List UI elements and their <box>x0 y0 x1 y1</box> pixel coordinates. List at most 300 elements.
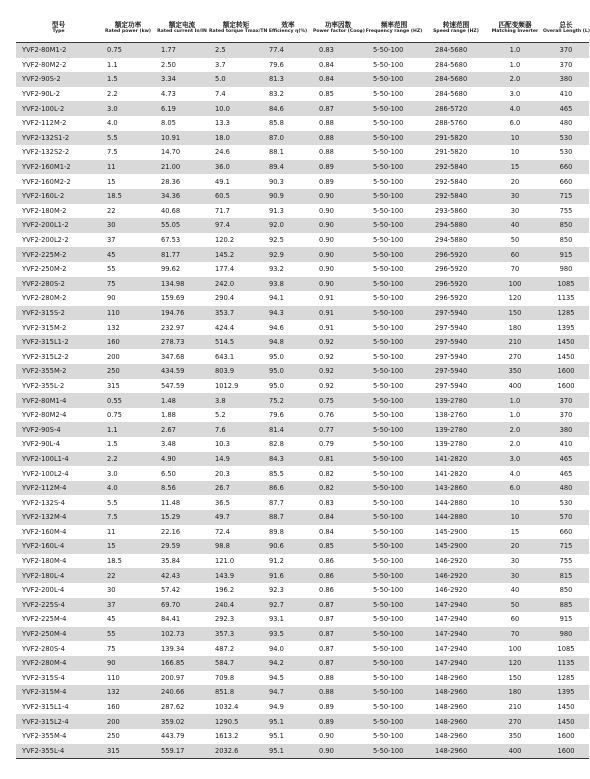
speed-range-cell: 144-2880 <box>425 495 487 510</box>
rated-current-cell: 2.67 <box>155 422 209 437</box>
matching-inverter-cell: 15 <box>487 525 543 540</box>
type-cell: YVF2-180L-4 <box>16 568 101 583</box>
power-factor-cell: 0.90 <box>313 247 363 262</box>
table-row <box>16 87 589 102</box>
overall-length-cell: 1600 <box>543 744 589 759</box>
type-cell: YVF2-280M-2 <box>16 291 101 306</box>
rated-power-cell: 18.5 <box>101 554 155 569</box>
rated-power-cell: 4.0 <box>101 116 155 131</box>
table-row <box>16 174 589 189</box>
type-cell: YVF2-90L-2 <box>16 87 101 102</box>
type-cell: YVF2-80M2-2 <box>16 58 101 73</box>
rated-power-cell: 3.0 <box>101 101 155 116</box>
power-factor-cell: 0.92 <box>313 335 363 350</box>
efficiency-cell: 94.0 <box>263 641 313 656</box>
rated-current-cell: 347.68 <box>155 349 209 364</box>
rated-current-cell: 8.05 <box>155 116 209 131</box>
rated-current-cell: 8.56 <box>155 481 209 496</box>
matching-inverter-cell: 20 <box>487 174 543 189</box>
efficiency-cell: 94.2 <box>263 656 313 671</box>
rated-torque-cell: 353.7 <box>209 306 263 321</box>
overall-length-cell: 480 <box>543 116 589 131</box>
table-row <box>16 598 589 613</box>
efficiency-cell: 92.3 <box>263 583 313 598</box>
rated-current-cell: 3.48 <box>155 437 209 452</box>
overall-length-cell: 370 <box>543 393 589 408</box>
type-cell: YVF2-225S-4 <box>16 598 101 613</box>
speed-range-cell: 296-5920 <box>425 291 487 306</box>
overall-length-cell: 370 <box>543 408 589 423</box>
speed-range-cell: 147-2940 <box>425 612 487 627</box>
type-cell: YVF2-112M-2 <box>16 116 101 131</box>
header-rated-torque-en: Rated torque Tmax/TN <box>209 29 268 34</box>
matching-inverter-cell: 15 <box>487 160 543 175</box>
header-efficiency <box>263 14 313 43</box>
table-row <box>16 349 589 364</box>
power-factor-cell: 0.90 <box>313 189 363 204</box>
rated-current-cell: 134.98 <box>155 277 209 292</box>
matching-inverter-cell: 4.0 <box>487 466 543 481</box>
table-row <box>16 393 589 408</box>
type-cell: YVF2-250M-2 <box>16 262 101 277</box>
speed-range-cell: 143-2860 <box>425 481 487 496</box>
frequency-range-cell: 5-50-100 <box>363 641 425 656</box>
speed-range-cell: 145-2900 <box>425 525 487 540</box>
type-cell: YVF2-160M2-2 <box>16 174 101 189</box>
frequency-range-cell: 5-50-100 <box>363 554 425 569</box>
speed-range-cell: 296-5920 <box>425 247 487 262</box>
overall-length-cell: 370 <box>543 43 589 58</box>
efficiency-cell: 75.2 <box>263 393 313 408</box>
rated-power-cell: 11 <box>101 160 155 175</box>
efficiency-cell: 85.5 <box>263 466 313 481</box>
frequency-range-cell: 5-50-100 <box>363 466 425 481</box>
header-rated-power-cn: 额定功率 <box>114 21 142 29</box>
efficiency-cell: 95.0 <box>263 349 313 364</box>
matching-inverter-cell: 100 <box>487 277 543 292</box>
table-row <box>16 116 589 131</box>
rated-torque-cell: 2032.6 <box>209 744 263 759</box>
header-frequency-range-cn: 频率范围 <box>380 21 408 29</box>
table-row <box>16 101 589 116</box>
efficiency-cell: 90.6 <box>263 539 313 554</box>
table-row <box>16 43 589 58</box>
table-row <box>16 306 589 321</box>
speed-range-cell: 139-2780 <box>425 393 487 408</box>
efficiency-cell: 91.2 <box>263 554 313 569</box>
rated-current-cell: 14.70 <box>155 145 209 160</box>
speed-range-cell: 291-5820 <box>425 145 487 160</box>
speed-range-cell: 139-2780 <box>425 422 487 437</box>
table-row <box>16 131 589 146</box>
rated-power-cell: 22 <box>101 568 155 583</box>
type-cell: YVF2-112M-4 <box>16 481 101 496</box>
rated-torque-cell: 803.9 <box>209 364 263 379</box>
overall-length-cell: 1285 <box>543 306 589 321</box>
rated-torque-cell: 7.6 <box>209 422 263 437</box>
table-row <box>16 233 589 248</box>
table-row <box>16 277 589 292</box>
rated-torque-cell: 143.9 <box>209 568 263 583</box>
rated-torque-cell: 60.5 <box>209 189 263 204</box>
frequency-range-cell: 5-50-100 <box>363 422 425 437</box>
matching-inverter-cell: 60 <box>487 247 543 262</box>
matching-inverter-cell: 270 <box>487 349 543 364</box>
rated-current-cell: 6.19 <box>155 101 209 116</box>
efficiency-cell: 93.1 <box>263 612 313 627</box>
power-factor-cell: 0.88 <box>313 131 363 146</box>
table-row <box>16 554 589 569</box>
table-row <box>16 72 589 87</box>
rated-power-cell: 55 <box>101 627 155 642</box>
rated-torque-cell: 72.4 <box>209 525 263 540</box>
rated-torque-cell: 120.2 <box>209 233 263 248</box>
rated-power-cell: 11 <box>101 525 155 540</box>
table-row <box>16 247 589 262</box>
efficiency-cell: 95.0 <box>263 364 313 379</box>
rated-current-cell: 4.73 <box>155 87 209 102</box>
matching-inverter-cell: 120 <box>487 291 543 306</box>
rated-power-cell: 55 <box>101 262 155 277</box>
power-factor-cell: 0.89 <box>313 714 363 729</box>
rated-torque-cell: 5.0 <box>209 72 263 87</box>
rated-torque-cell: 357.3 <box>209 627 263 642</box>
efficiency-cell: 83.2 <box>263 87 313 102</box>
rated-current-cell: 200.97 <box>155 671 209 686</box>
overall-length-cell: 480 <box>543 481 589 496</box>
header-rated-current-en: Rated current In/IN <box>157 29 207 34</box>
header-power-factor <box>313 14 363 43</box>
speed-range-cell: 293-5860 <box>425 204 487 219</box>
header-efficiency-en: Efficiency η(%) <box>268 29 308 34</box>
rated-torque-cell: 97.4 <box>209 218 263 233</box>
power-factor-cell: 0.90 <box>313 744 363 759</box>
overall-length-cell: 380 <box>543 422 589 437</box>
speed-range-cell: 148-2960 <box>425 685 487 700</box>
frequency-range-cell: 5-50-100 <box>363 598 425 613</box>
header-rated-power-en: Rated power (kw) <box>104 29 151 34</box>
overall-length-cell: 660 <box>543 525 589 540</box>
table-row <box>16 539 589 554</box>
power-factor-cell: 0.86 <box>313 583 363 598</box>
power-factor-cell: 0.83 <box>313 43 363 58</box>
overall-length-cell: 1450 <box>543 349 589 364</box>
type-cell: YVF2-315L1-2 <box>16 335 101 350</box>
table-row <box>16 422 589 437</box>
rated-current-cell: 1.77 <box>155 43 209 58</box>
matching-inverter-cell: 50 <box>487 233 543 248</box>
matching-inverter-cell: 1.0 <box>487 408 543 423</box>
frequency-range-cell: 5-50-100 <box>363 145 425 160</box>
type-cell: YVF2-100L-2 <box>16 101 101 116</box>
rated-power-cell: 30 <box>101 583 155 598</box>
power-factor-cell: 0.87 <box>313 627 363 642</box>
rated-torque-cell: 514.5 <box>209 335 263 350</box>
power-factor-cell: 0.91 <box>313 320 363 335</box>
speed-range-cell: 147-2940 <box>425 598 487 613</box>
rated-power-cell: 1.5 <box>101 72 155 87</box>
speed-range-cell: 284-5680 <box>425 72 487 87</box>
matching-inverter-cell: 30 <box>487 554 543 569</box>
frequency-range-cell: 5-50-100 <box>363 452 425 467</box>
frequency-range-cell: 5-50-100 <box>363 320 425 335</box>
type-cell: YVF2-132S2-2 <box>16 145 101 160</box>
overall-length-cell: 850 <box>543 233 589 248</box>
efficiency-cell: 94.7 <box>263 685 313 700</box>
rated-power-cell: 160 <box>101 700 155 715</box>
frequency-range-cell: 5-50-100 <box>363 685 425 700</box>
efficiency-cell: 86.6 <box>263 481 313 496</box>
table-row <box>16 685 589 700</box>
speed-range-cell: 297-5940 <box>425 320 487 335</box>
matching-inverter-cell: 20 <box>487 539 543 554</box>
overall-length-cell: 660 <box>543 160 589 175</box>
type-cell: YVF2-225M-2 <box>16 247 101 262</box>
rated-power-cell: 7.5 <box>101 145 155 160</box>
type-cell: YVF2-200L-4 <box>16 583 101 598</box>
efficiency-cell: 92.9 <box>263 247 313 262</box>
rated-current-cell: 232.97 <box>155 320 209 335</box>
table-row <box>16 262 589 277</box>
header-type-cn: 型号 <box>51 21 66 29</box>
type-cell: YVF2-355M-2 <box>16 364 101 379</box>
matching-inverter-cell: 1.0 <box>487 393 543 408</box>
overall-length-cell: 1135 <box>543 291 589 306</box>
type-cell: YVF2-90L-4 <box>16 437 101 452</box>
frequency-range-cell: 5-50-100 <box>363 116 425 131</box>
type-cell: YVF2-132S1-2 <box>16 131 101 146</box>
matching-inverter-cell: 2.0 <box>487 72 543 87</box>
type-cell: YVF2-80M1-2 <box>16 43 101 58</box>
overall-length-cell: 1450 <box>543 714 589 729</box>
rated-torque-cell: 3.7 <box>209 58 263 73</box>
rated-current-cell: 40.68 <box>155 204 209 219</box>
header-rated-power <box>101 14 155 43</box>
frequency-range-cell: 5-50-100 <box>363 364 425 379</box>
efficiency-cell: 94.5 <box>263 671 313 686</box>
rated-torque-cell: 2.5 <box>209 43 263 58</box>
power-factor-cell: 0.76 <box>313 408 363 423</box>
header-speed-range-en: Speed range (HZ) <box>433 29 479 34</box>
efficiency-cell: 95.1 <box>263 744 313 759</box>
overall-length-cell: 850 <box>543 218 589 233</box>
table-row <box>16 145 589 160</box>
rated-current-cell: 240.66 <box>155 685 209 700</box>
rated-current-cell: 55.05 <box>155 218 209 233</box>
rated-torque-cell: 26.7 <box>209 481 263 496</box>
speed-range-cell: 146-2920 <box>425 554 487 569</box>
rated-power-cell: 3.0 <box>101 466 155 481</box>
type-cell: YVF2-160L-2 <box>16 189 101 204</box>
type-cell: YVF2-80M2-4 <box>16 408 101 423</box>
rated-power-cell: 7.5 <box>101 510 155 525</box>
speed-range-cell: 294-5880 <box>425 218 487 233</box>
rated-power-cell: 5.5 <box>101 131 155 146</box>
frequency-range-cell: 5-50-100 <box>363 233 425 248</box>
matching-inverter-cell: 60 <box>487 612 543 627</box>
power-factor-cell: 0.90 <box>313 277 363 292</box>
type-cell: YVF2-315M-2 <box>16 320 101 335</box>
overall-length-cell: 380 <box>543 72 589 87</box>
overall-length-cell: 850 <box>543 583 589 598</box>
rated-power-cell: 45 <box>101 247 155 262</box>
power-factor-cell: 0.90 <box>313 729 363 744</box>
table-row <box>16 714 589 729</box>
speed-range-cell: 141-2820 <box>425 466 487 481</box>
rated-power-cell: 250 <box>101 729 155 744</box>
power-factor-cell: 0.79 <box>313 437 363 452</box>
overall-length-cell: 915 <box>543 247 589 262</box>
rated-torque-cell: 709.8 <box>209 671 263 686</box>
table-row <box>16 291 589 306</box>
power-factor-cell: 0.88 <box>313 685 363 700</box>
matching-inverter-cell: 1.0 <box>487 58 543 73</box>
header-type-en: Type <box>52 29 65 34</box>
rated-current-cell: 166.85 <box>155 656 209 671</box>
frequency-range-cell: 5-50-100 <box>363 247 425 262</box>
frequency-range-cell: 5-50-100 <box>363 495 425 510</box>
table-row <box>16 408 589 423</box>
type-cell: YVF2-132S-4 <box>16 495 101 510</box>
table-body <box>16 43 589 759</box>
header-frequency-range <box>363 14 425 43</box>
power-factor-cell: 0.87 <box>313 598 363 613</box>
speed-range-cell: 292-5840 <box>425 174 487 189</box>
frequency-range-cell: 5-50-100 <box>363 72 425 87</box>
matching-inverter-cell: 6.0 <box>487 481 543 496</box>
power-factor-cell: 0.87 <box>313 641 363 656</box>
power-factor-cell: 0.92 <box>313 364 363 379</box>
speed-range-cell: 288-5760 <box>425 116 487 131</box>
frequency-range-cell: 5-50-100 <box>363 393 425 408</box>
matching-inverter-cell: 70 <box>487 627 543 642</box>
table-row <box>16 189 589 204</box>
frequency-range-cell: 5-50-100 <box>363 58 425 73</box>
power-factor-cell: 0.88 <box>313 145 363 160</box>
rated-current-cell: 28.36 <box>155 174 209 189</box>
frequency-range-cell: 5-50-100 <box>363 612 425 627</box>
matching-inverter-cell: 350 <box>487 729 543 744</box>
efficiency-cell: 92.0 <box>263 218 313 233</box>
power-factor-cell: 0.86 <box>313 568 363 583</box>
rated-torque-cell: 18.0 <box>209 131 263 146</box>
header-matching-inverter-en: Matching Inverter <box>491 29 539 34</box>
rated-torque-cell: 584.7 <box>209 656 263 671</box>
type-cell: YVF2-160L-4 <box>16 539 101 554</box>
efficiency-cell: 84.3 <box>263 452 313 467</box>
rated-current-cell: 547.59 <box>155 379 209 394</box>
matching-inverter-cell: 210 <box>487 700 543 715</box>
overall-length-cell: 1450 <box>543 335 589 350</box>
rated-power-cell: 132 <box>101 685 155 700</box>
type-cell: YVF2-355M-4 <box>16 729 101 744</box>
frequency-range-cell: 5-50-100 <box>363 729 425 744</box>
rated-current-cell: 67.53 <box>155 233 209 248</box>
matching-inverter-cell: 150 <box>487 671 543 686</box>
efficiency-cell: 91.3 <box>263 204 313 219</box>
frequency-range-cell: 5-50-100 <box>363 744 425 759</box>
matching-inverter-cell: 40 <box>487 218 543 233</box>
overall-length-cell: 1135 <box>543 656 589 671</box>
type-cell: YVF2-315S-4 <box>16 671 101 686</box>
matching-inverter-cell: 400 <box>487 744 543 759</box>
power-factor-cell: 0.90 <box>313 233 363 248</box>
rated-current-cell: 287.62 <box>155 700 209 715</box>
power-factor-cell: 0.90 <box>313 204 363 219</box>
power-factor-cell: 0.89 <box>313 700 363 715</box>
overall-length-cell: 465 <box>543 101 589 116</box>
table-row <box>16 204 589 219</box>
efficiency-cell: 94.9 <box>263 700 313 715</box>
efficiency-cell: 90.3 <box>263 174 313 189</box>
efficiency-cell: 94.8 <box>263 335 313 350</box>
type-cell: YVF2-315L2-4 <box>16 714 101 729</box>
matching-inverter-cell: 50 <box>487 598 543 613</box>
matching-inverter-cell: 10 <box>487 145 543 160</box>
power-factor-cell: 0.87 <box>313 656 363 671</box>
rated-torque-cell: 121.0 <box>209 554 263 569</box>
power-factor-cell: 0.90 <box>313 218 363 233</box>
speed-range-cell: 297-5940 <box>425 379 487 394</box>
table-row <box>16 744 589 759</box>
frequency-range-cell: 5-50-100 <box>363 87 425 102</box>
header-matching-inverter <box>487 14 543 43</box>
header-type <box>16 14 101 43</box>
power-factor-cell: 0.83 <box>313 495 363 510</box>
rated-power-cell: 22 <box>101 204 155 219</box>
rated-current-cell: 443.79 <box>155 729 209 744</box>
matching-inverter-cell: 10 <box>487 131 543 146</box>
rated-power-cell: 132 <box>101 320 155 335</box>
efficiency-cell: 95.1 <box>263 729 313 744</box>
overall-length-cell: 1600 <box>543 729 589 744</box>
rated-torque-cell: 49.7 <box>209 510 263 525</box>
power-factor-cell: 0.91 <box>313 291 363 306</box>
frequency-range-cell: 5-50-100 <box>363 262 425 277</box>
overall-length-cell: 410 <box>543 87 589 102</box>
power-factor-cell: 0.84 <box>313 525 363 540</box>
efficiency-cell: 88.1 <box>263 145 313 160</box>
rated-current-cell: 194.76 <box>155 306 209 321</box>
rated-current-cell: 35.84 <box>155 554 209 569</box>
speed-range-cell: 148-2960 <box>425 700 487 715</box>
power-factor-cell: 0.88 <box>313 671 363 686</box>
rated-power-cell: 0.75 <box>101 408 155 423</box>
rated-torque-cell: 1012.9 <box>209 379 263 394</box>
frequency-range-cell: 5-50-100 <box>363 525 425 540</box>
rated-power-cell: 110 <box>101 306 155 321</box>
power-factor-cell: 0.82 <box>313 481 363 496</box>
rated-torque-cell: 1032.4 <box>209 700 263 715</box>
efficiency-cell: 85.8 <box>263 116 313 131</box>
speed-range-cell: 147-2940 <box>425 656 487 671</box>
type-cell: YVF2-315M-4 <box>16 685 101 700</box>
rated-current-cell: 6.50 <box>155 466 209 481</box>
frequency-range-cell: 5-50-100 <box>363 656 425 671</box>
rated-power-cell: 200 <box>101 714 155 729</box>
table-row <box>16 364 589 379</box>
rated-current-cell: 57.42 <box>155 583 209 598</box>
overall-length-cell: 715 <box>543 189 589 204</box>
power-factor-cell: 0.86 <box>313 554 363 569</box>
frequency-range-cell: 5-50-100 <box>363 700 425 715</box>
power-factor-cell: 0.75 <box>313 393 363 408</box>
rated-current-cell: 15.29 <box>155 510 209 525</box>
speed-range-cell: 297-5940 <box>425 306 487 321</box>
rated-torque-cell: 1290.5 <box>209 714 263 729</box>
matching-inverter-cell: 400 <box>487 379 543 394</box>
frequency-range-cell: 5-50-100 <box>363 671 425 686</box>
